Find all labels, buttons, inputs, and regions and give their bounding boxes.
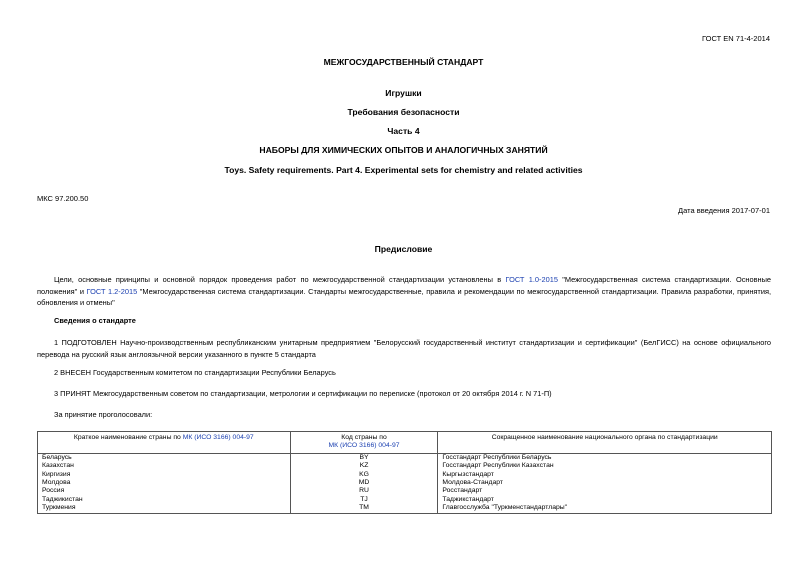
cell-body: Главгосслужба "Туркменстандартлары" (438, 504, 772, 513)
cell-code: RU (290, 487, 438, 495)
mks-code: МКС 97.200.50 (37, 194, 89, 203)
cell-code: TJ (290, 496, 438, 504)
info-title: Сведения о стандарте (54, 316, 136, 325)
cell-body: Госстандарт Республики Беларусь (438, 453, 772, 462)
title-toys: Игрушки (385, 88, 422, 98)
cell-code: TM (290, 504, 438, 513)
cell-code: KG (290, 471, 438, 479)
header-country-text: Краткое наименование страны по (73, 434, 183, 441)
title-safety: Требования безопасности (347, 107, 460, 117)
document-code: ГОСТ EN 71-4-2014 (701, 34, 770, 43)
title-main: НАБОРЫ ДЛЯ ХИМИЧЕСКИХ ОПЫТОВ И АНАЛОГИЧНЫХ ЗАНЯТИЙ (259, 145, 548, 155)
gost-1-2-link[interactable]: ГОСТ 1.2-2015 (86, 286, 138, 296)
introduction-date: Дата введения 2017-07-01 (678, 206, 770, 215)
foreword-text-1: Цели, основные принципы и основной порядок проведения работ по межгосударственной стандартизации установлены в (54, 275, 506, 284)
cell-body: Росстандарт (438, 487, 772, 495)
header-code (290, 432, 438, 454)
item-3-adopted: 3 ПРИНЯТ Межгосударственным советом по стандартизации, метрологии и сертификации по переписке (протокол от 20 октября 2014 г. N 71-П) (54, 389, 552, 398)
title-english: Toys. Safety requirements. Part 4. Experimental sets for chemistry and related activities (224, 165, 583, 175)
foreword-paragraph (37, 274, 771, 309)
table-row (38, 479, 772, 487)
voted-label: За принятие проголосовали: (54, 410, 153, 419)
voting-table (37, 431, 772, 514)
cell-country: Россия (38, 487, 291, 495)
cell-country: Беларусь (38, 453, 291, 462)
table-row (38, 504, 772, 513)
table-row (38, 496, 772, 504)
header-country (38, 432, 291, 454)
header-code-text: Код страны по (341, 434, 387, 441)
header-country-link[interactable]: МК (ИСО 3166) 004-97 (182, 434, 254, 441)
cell-country: Молдова (38, 479, 291, 487)
item-1-prepared: 1 ПОДГОТОВЛЕН Научно-производственным республиканским унитарным предприятием "Белорусский государственный институт стандартизации и сертификации" (БелГИСС) на основе официального перевода на русский язык англоязычной версии указанного в пункте 5 стандарта (37, 338, 771, 359)
foreword-text-3: "Межгосударственная система стандартизации. Стандарты межгосударственные, правила и рекомендации по межгосударственной стандартизации. Правила разработки, принятия, обновления и отмены" (37, 286, 772, 307)
cell-code: MD (290, 479, 438, 487)
gost-1-0-link[interactable]: ГОСТ 1.0-2015 (505, 275, 558, 284)
header-code-link[interactable]: МК (ИСО 3166) 004-97 (328, 442, 400, 450)
table-row (38, 453, 772, 462)
cell-code: KZ (290, 462, 438, 470)
foreword-text-2: "Межгосударственная система стандартизации. Основные положения" и (37, 275, 772, 296)
title-part: Часть 4 (387, 126, 420, 136)
standard-header: МЕЖГОСУДАРСТВЕННЫЙ СТАНДАРТ (323, 57, 484, 67)
cell-country: Киргизия (38, 471, 291, 479)
cell-code: BY (290, 453, 438, 462)
cell-country: Казахстан (38, 462, 291, 470)
cell-body: Госстандарт Республики Казахстан (438, 462, 772, 470)
cell-country: Таджикистан (38, 496, 291, 504)
cell-body: Молдова-Стандарт (438, 479, 772, 487)
cell-body: Таджикстандарт (438, 496, 772, 504)
table-header-row (38, 432, 772, 454)
cell-body: Кыргызстандарт (438, 471, 772, 479)
table-row (38, 471, 772, 479)
table-row (38, 487, 772, 495)
foreword-title: Предисловие (374, 244, 433, 254)
table-row (38, 462, 772, 470)
item-2-introduced: 2 ВНЕСЕН Государственным комитетом по стандартизации Республики Беларусь (54, 368, 336, 377)
header-body: Сокращенное наименование национального органа по стандартизации (438, 432, 772, 454)
cell-country: Туркмения (38, 504, 291, 513)
